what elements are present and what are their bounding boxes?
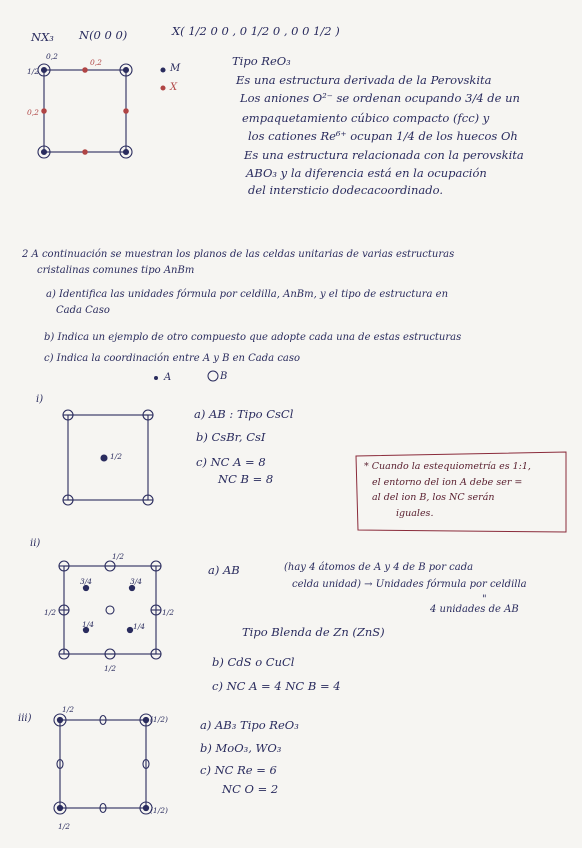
question-a: Cada Caso — [56, 305, 110, 316]
case2-fig-label: 3/4 — [130, 577, 143, 586]
case3-fig-label: 1/2 — [58, 822, 71, 831]
case2-answer-c: c) NC A = 4 NC B = 4 — [212, 679, 341, 693]
fig-label: 0,2 — [46, 52, 58, 61]
case3-answer-b: b) MoO₃, WO₃ — [200, 741, 282, 755]
case1-answer-a: a) AB : Tipo CsCl — [194, 407, 294, 421]
case1-answer-b: b) CsBr, CsI — [196, 430, 266, 444]
note-line: el entorno del ion A debe ser = — [372, 477, 523, 488]
fig-label: 0,2 — [90, 58, 102, 67]
intro-line: del intersticio dodecacoordinado. — [248, 183, 443, 197]
question-a: a) Identifica las unidades fórmula por celdilla, AnBm, y el tipo de estructura en — [46, 289, 449, 300]
case3-answer-c: c) NC Re = 6 — [200, 763, 277, 777]
case1-label: i) — [36, 394, 44, 405]
case2-fig-label: 1/2 — [112, 552, 125, 561]
intro-line: empaquetamiento cúbico compacto (fcc) y — [242, 111, 490, 125]
legend-b-label: B — [220, 371, 228, 382]
case2-fig-label: 1/2 — [44, 608, 57, 617]
nx3-formula: NX₃ — [31, 30, 54, 44]
note-line: iguales. — [396, 508, 434, 519]
case2-note: 4 unidades de AB — [430, 604, 519, 615]
case3-answer-c2: NC O = 2 — [222, 782, 279, 796]
case2-fig-label: 1/4 — [133, 622, 146, 631]
case2-note: " — [482, 594, 487, 605]
legend-m-label: M — [170, 63, 181, 74]
question-b: b) Indica un ejemplo de otro compuesto que adopte cada una de estas estructuras — [44, 332, 462, 343]
case2-tipo: Tipo Blenda de Zn (ZnS) — [242, 625, 385, 639]
case2-fig-label: 1/2 — [104, 664, 117, 673]
legend-a-dot — [154, 376, 158, 380]
case3-fig-label: (1/2) — [150, 806, 168, 815]
case2-note: (hay 4 átomos de A y 4 de B por cada — [284, 562, 474, 573]
x-position: X( 1/2 0 0 , 0 1/2 0 , 0 0 1/2 ) — [172, 24, 340, 38]
note-line: * Cuando la estequiometría es 1:1, — [364, 461, 531, 472]
case2-answer-b: b) CdS o CuCl — [212, 655, 295, 669]
nx3-cell-diagram — [38, 64, 165, 158]
case2-fig-label: 1/4 — [82, 620, 95, 629]
case3-answer-a: a) AB₃ Tipo ReO₃ — [200, 718, 299, 732]
question-statement: cristalinas comunes tipo AnBm — [37, 265, 195, 276]
legend-a-label: A — [164, 372, 172, 383]
intro-line: Es una estructura derivada de la Perovskita — [236, 73, 492, 87]
case1-center-label: 1/2 — [110, 452, 123, 461]
intro-line: Tipo ReO₃ — [232, 54, 291, 68]
case2-note: celda unidad) → Unidades fórmula por celdilla — [292, 579, 527, 590]
legend-b-circle — [208, 371, 218, 381]
case3-fig-label: 1/2 — [62, 705, 75, 714]
fig-label: 0,2 — [27, 108, 39, 117]
case2-cell-diagram — [59, 561, 161, 659]
fig-label: 1/2 — [27, 67, 40, 76]
case3-label: iii) — [18, 713, 32, 724]
note-line: al del ion B, los NC serán — [372, 492, 495, 503]
case3-fig-label: (1/2) — [150, 715, 168, 724]
question-statement: 2 A continuación se muestran los planos de las celdas unitarias de varias estructuras — [22, 249, 455, 260]
case1-answer-c: c) NC A = 8 — [196, 455, 266, 469]
intro-line: ABO₃ y la diferencia está en la ocupación — [246, 166, 487, 180]
case1-answer-c2: NC B = 8 — [218, 472, 274, 486]
intro-line: los cationes Re⁶⁺ ocupan 1/4 de los huecos Oh — [248, 129, 518, 143]
case1-cell-diagram — [63, 410, 153, 505]
stoichiometry-note — [356, 452, 564, 530]
question-c: c) Indica la coordinación entre A y B en Cada caso — [44, 353, 301, 364]
case2-label: ii) — [30, 538, 41, 549]
intro-line: Los aniones O²⁻ se ordenan ocupando 3/4 de un — [240, 91, 520, 105]
intro-line: Es una estructura relacionada con la perovskita — [244, 148, 524, 162]
legend-x-label: X — [170, 82, 178, 93]
n-position: N(0 0 0) — [79, 28, 128, 42]
case2-fig-label: 3/4 — [80, 577, 93, 586]
case3-cell-diagram — [54, 714, 152, 814]
case2-fig-label: 1/2 — [162, 608, 175, 617]
case2-answer-a: a) AB — [208, 563, 240, 577]
